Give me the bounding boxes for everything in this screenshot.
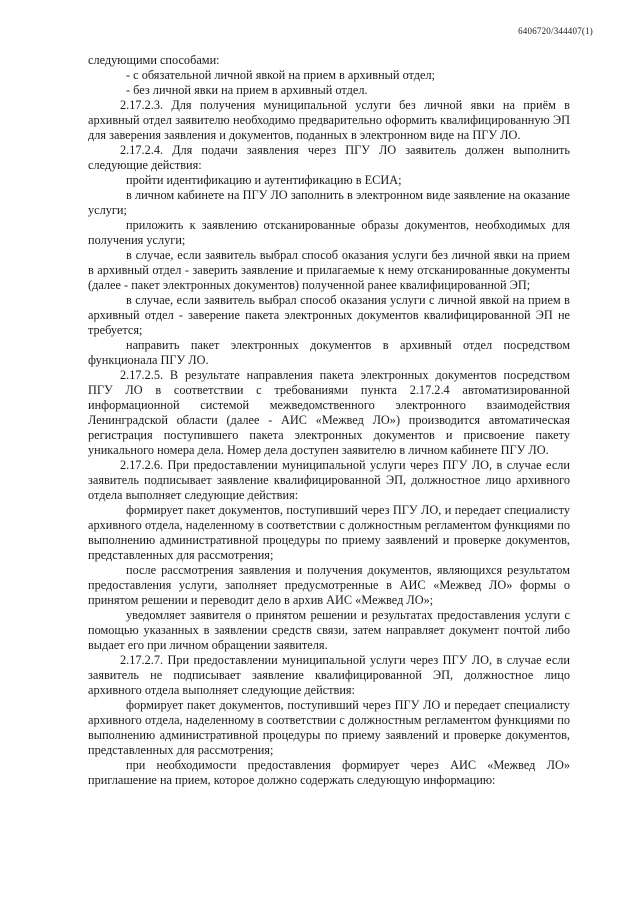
paragraph: 2.17.2.4. Для подачи заявления через ПГУ ЛО заявитель должен выполнить следующие действия: xyxy=(88,143,570,172)
paragraph: после рассмотрения заявления и получения документов, являющихся результатом предоставления услуги, заполняет предусмотренные в АИС «Межвед ЛО» формы о принятом решении и переводит дело в архив АИС «Межвед ЛО»; xyxy=(88,563,570,607)
paragraph: следующими способами: xyxy=(88,53,220,67)
document-body xyxy=(88,53,570,788)
paragraph: пройти идентификацию и аутентификацию в ЕСИА; xyxy=(126,173,402,187)
paragraph: 2.17.2.3. Для получения муниципальной услуги без личной явки на приём в архивный отдел заявителю необходимо предварительно оформить квалифицированную ЭП для заверения заявления и документов, поданных в электронном виде на ПГУ ЛО. xyxy=(88,98,570,142)
paragraph: 2.17.2.5. В результате направления пакета электронных документов посредством ПГУ ЛО в соответствии с требованиями пункта 2.17.2.4 автоматизированной информационной системой межведомственного электронного взаимодействия Ленинградской области (далее - АИС «Межвед ЛО») производится автоматическая регистрация поступившего пакета электронных документов и присвоение пакету уникального номера дела. Номер дела доступен заявителю в личном кабинете ПГУ ЛО. xyxy=(88,368,570,457)
paragraph: в личном кабинете на ПГУ ЛО заполнить в электронном виде заявление на оказание услуги; xyxy=(88,188,570,217)
paragraph: - без личной явки на прием в архивный отдел. xyxy=(126,83,368,97)
paragraph: формирует пакет документов, поступивший через ПГУ ЛО, и передает специалисту архивного отдела, наделенному в соответствии с должностным регламентом функциями по выполнению административной процедуры по приему заявлений и проверке документов, представленных для рассмотрения; xyxy=(88,503,570,562)
paragraph: в случае, если заявитель выбрал способ оказания услуги без личной явки на прием в архивный отдел - заверить заявление и прилагаемые к нему отсканированные документы (далее - пакет электронных документов) полученной ранее квалифицированной ЭП; xyxy=(88,248,570,292)
paragraph: направить пакет электронных документов в архивный отдел посредством функционала ПГУ ЛО. xyxy=(88,338,570,367)
document-id: 6406720/344407(1) xyxy=(518,26,593,36)
paragraph: при необходимости предоставления формирует через АИС «Межвед ЛО» приглашение на прием, которое должно содержать следующую информацию: xyxy=(88,758,570,787)
paragraph: в случае, если заявитель выбрал способ оказания услуги с личной явкой на прием в архивный отдел - заверение пакета электронных документов квалифицированной ЭП не требуется; xyxy=(88,293,570,337)
paragraph: формирует пакет документов, поступивший через ПГУ ЛО и передает специалисту архивного отдела, наделенному в соответствии с должностным регламентом функциями по выполнению административной процедуры по приему заявлений и проверке документов, представленных для рассмотрения; xyxy=(88,698,570,757)
paragraph: - с обязательной личной явкой на прием в архивный отдел; xyxy=(126,68,436,82)
paragraph: уведомляет заявителя о принятом решении и результатах предоставления услуги с помощью указанных в заявлении средств связи, затем направляет документ почтой либо выдает его при личном обращении заявителя. xyxy=(88,608,570,652)
paragraph: приложить к заявлению отсканированные образы документов, необходимых для получения услуги; xyxy=(88,218,570,247)
paragraph: 2.17.2.7. При предоставлении муниципальной услуги через ПГУ ЛО, в случае если заявитель не подписывает заявление квалифицированной ЭП, должностное лицо архивного отдела выполняет следующие действия: xyxy=(88,653,570,697)
paragraph: 2.17.2.6. При предоставлении муниципальной услуги через ПГУ ЛО, в случае если заявитель подписывает заявление квалифицированной ЭП, должностное лицо архивного отдела выполняет следующие действия: xyxy=(88,458,570,502)
